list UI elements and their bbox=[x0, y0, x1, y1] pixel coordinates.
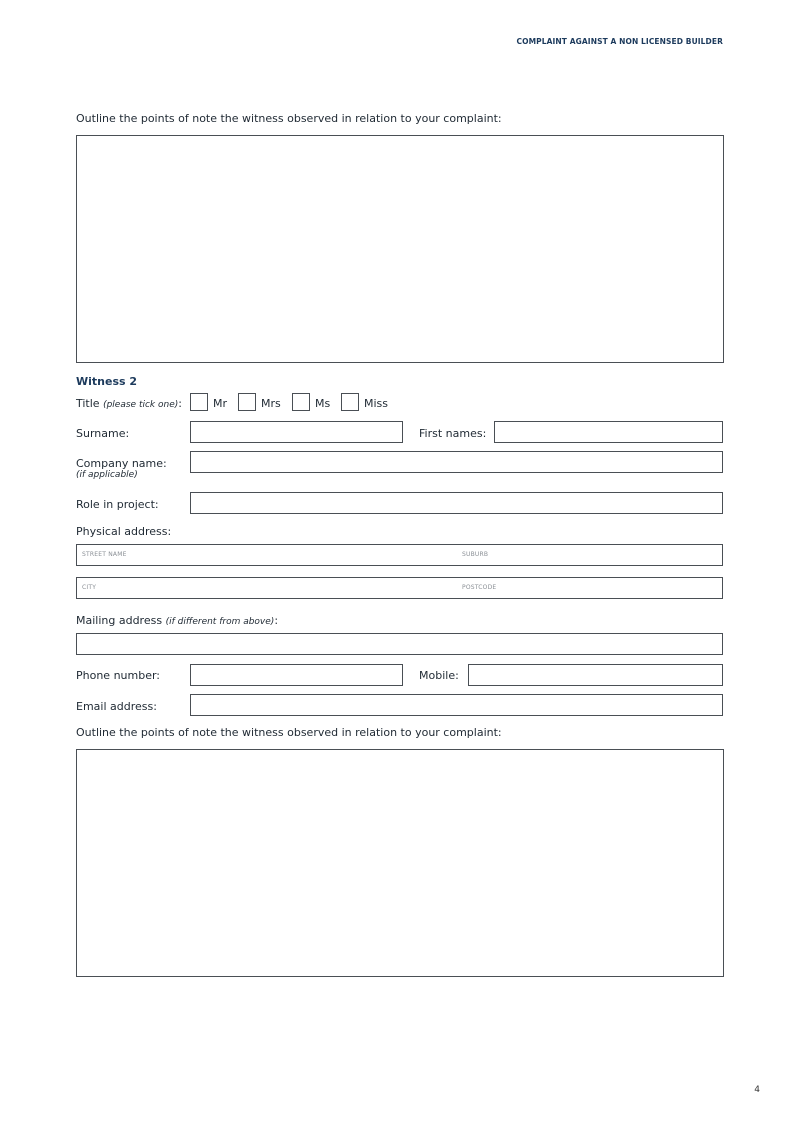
document-header: COMPLAINT AGAINST A NON LICENSED BUILDER bbox=[516, 37, 723, 46]
city-placeholder: CITY bbox=[82, 584, 97, 591]
first-names-field[interactable] bbox=[494, 421, 723, 443]
title-mr-checkbox[interactable] bbox=[190, 393, 208, 411]
mailing-address-label bbox=[76, 614, 278, 627]
mailing-hint: (if different from above) bbox=[165, 617, 275, 627]
mobile-field[interactable] bbox=[468, 664, 723, 686]
first-names-label: First names: bbox=[419, 427, 487, 440]
mailing-address-field[interactable] bbox=[76, 633, 723, 655]
title-colon: : bbox=[178, 397, 182, 410]
surname-field[interactable] bbox=[190, 421, 403, 443]
witness2-outline-prompt: Outline the points of note the witness observed in relation to your complaint: bbox=[76, 726, 502, 739]
title-label bbox=[76, 397, 182, 410]
title-label-text: Title bbox=[76, 397, 100, 410]
mailing-label-text: Mailing address bbox=[76, 614, 163, 627]
mailing-colon: : bbox=[274, 614, 279, 627]
page-number: 4 bbox=[754, 1085, 760, 1095]
title-miss-label: Miss bbox=[364, 397, 389, 410]
phone-field[interactable] bbox=[190, 664, 403, 686]
phone-label: Phone number: bbox=[76, 669, 161, 682]
street-suburb-field[interactable] bbox=[76, 544, 723, 566]
postcode-placeholder: POSTCODE bbox=[462, 584, 497, 591]
title-miss-checkbox[interactable] bbox=[341, 393, 359, 411]
role-label: Role in project: bbox=[76, 498, 159, 511]
mobile-label: Mobile: bbox=[419, 669, 459, 682]
title-ms-checkbox[interactable] bbox=[292, 393, 310, 411]
witness2-heading: Witness 2 bbox=[76, 375, 138, 388]
title-mrs-label: Mrs bbox=[261, 397, 281, 410]
role-field[interactable] bbox=[190, 492, 723, 514]
title-ms-label: Ms bbox=[315, 397, 331, 410]
witness1-outline-prompt: Outline the points of note the witness observed in relation to your complaint: bbox=[76, 112, 502, 125]
email-field[interactable] bbox=[190, 694, 723, 716]
company-label: Company name: bbox=[76, 457, 167, 470]
title-mr-label: Mr bbox=[213, 397, 228, 410]
city-postcode-field[interactable] bbox=[76, 577, 723, 599]
street-name-placeholder: STREET NAME bbox=[82, 551, 127, 558]
company-hint: (if applicable) bbox=[76, 470, 138, 480]
company-name-field[interactable] bbox=[190, 451, 723, 473]
title-hint: (please tick one) bbox=[103, 400, 179, 410]
surname-label: Surname: bbox=[76, 427, 130, 440]
email-label: Email address: bbox=[76, 700, 157, 713]
physical-address-label: Physical address: bbox=[76, 525, 172, 538]
witness1-outline-textarea[interactable] bbox=[76, 135, 724, 363]
witness2-outline-textarea[interactable] bbox=[76, 749, 724, 977]
suburb-placeholder: SUBURB bbox=[462, 551, 489, 558]
title-mrs-checkbox[interactable] bbox=[238, 393, 256, 411]
